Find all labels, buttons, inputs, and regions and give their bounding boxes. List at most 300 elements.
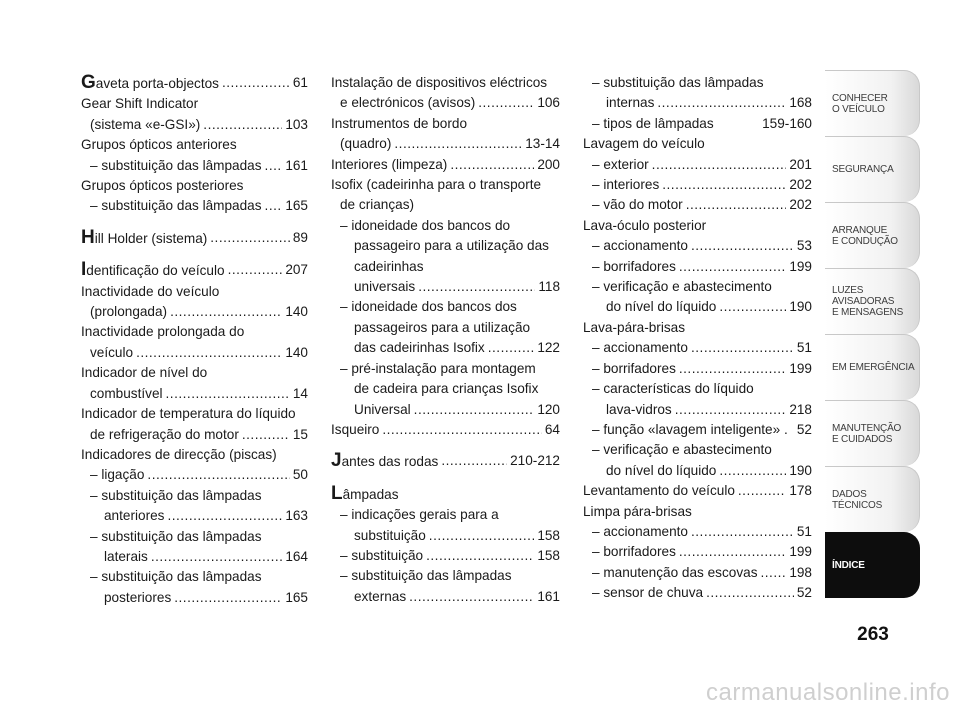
index-term-text: – substituição	[340, 547, 424, 563]
index-term	[340, 216, 510, 236]
index-column-3	[583, 73, 812, 604]
index-term-text: lava-vidros	[606, 401, 672, 417]
index-term	[354, 379, 538, 399]
index-line	[583, 134, 812, 154]
tab-seguranca[interactable]	[825, 136, 920, 202]
index-line	[81, 445, 308, 465]
index-line	[583, 318, 812, 338]
index-entry	[81, 94, 308, 135]
index-term	[583, 134, 705, 154]
page-reference[interactable]: 52	[796, 421, 812, 437]
index-term-text: das cadeirinhas Isofix	[354, 340, 485, 356]
index-term-text: Grupos ópticos anteriores	[81, 137, 237, 153]
index-term	[583, 502, 692, 522]
page-reference[interactable]: 161	[537, 588, 560, 604]
index-term-text: Inactividade do veículo	[81, 283, 220, 299]
index-term-text: substituição	[354, 527, 426, 543]
dot-leader	[409, 587, 534, 607]
index-line	[583, 359, 812, 379]
tab-label: CONHECER O VEÍCULO	[832, 92, 888, 115]
index-entry	[81, 322, 308, 363]
tab-luzes-avisadoras[interactable]	[825, 268, 920, 334]
index-line	[583, 175, 812, 195]
page-reference[interactable]: 61	[292, 75, 308, 90]
index-line	[81, 343, 308, 363]
index-line	[583, 420, 812, 440]
index-term-text: – vão do motor	[592, 197, 683, 213]
page-reference[interactable]: 15	[292, 426, 308, 442]
index-term	[90, 567, 262, 587]
index-line	[331, 277, 560, 297]
index-entry	[331, 484, 560, 607]
index-term	[592, 379, 754, 399]
page-reference[interactable]: 165	[285, 198, 308, 214]
tab-label: SEGURANÇA	[832, 164, 894, 175]
index-term	[90, 196, 262, 216]
page-reference[interactable]: 13-14	[525, 136, 560, 152]
index-term	[583, 481, 735, 501]
index-term	[354, 338, 485, 358]
page-reference[interactable]: 218	[789, 401, 812, 417]
index-term	[354, 526, 426, 546]
index-term	[81, 94, 198, 114]
index-term-text: e electrónicos (avisos)	[340, 95, 476, 111]
index-line	[81, 176, 308, 196]
index-line	[81, 94, 308, 114]
index-term-text: passageiros para a utilização	[354, 319, 531, 335]
dot-leader	[441, 451, 507, 472]
index-term	[81, 404, 296, 424]
page-reference[interactable]: 14	[292, 385, 308, 401]
page-reference[interactable]: 158	[537, 527, 560, 543]
index-entry	[81, 135, 308, 176]
dot-leader	[679, 542, 786, 562]
page-reference[interactable]: 50	[292, 467, 308, 483]
page-reference[interactable]: 178	[789, 483, 812, 499]
index-term	[331, 451, 438, 472]
dot-leader	[706, 583, 794, 603]
index-line	[81, 73, 308, 94]
index-entry	[331, 420, 560, 440]
page-reference[interactable]: 51	[796, 523, 812, 539]
dot-leader	[450, 155, 534, 175]
page-reference[interactable]: 190	[789, 462, 812, 478]
index-term-text: externas	[354, 588, 407, 604]
index-term-text: de crianças)	[340, 197, 415, 213]
page-reference[interactable]: 210-212	[510, 453, 560, 469]
index-line	[331, 195, 560, 215]
index-term	[340, 546, 423, 566]
dot-leader	[382, 420, 542, 440]
index-column-2	[331, 73, 560, 607]
dot-leader	[738, 481, 786, 501]
index-line	[331, 451, 560, 472]
index-term	[90, 115, 200, 135]
index-term-text: âmpadas	[342, 486, 399, 502]
index-term	[90, 384, 163, 404]
index-term-text: – pré-instalação para montagem	[340, 360, 536, 376]
index-line	[81, 322, 308, 342]
index-term-text: internas	[606, 95, 655, 111]
index-line	[331, 216, 560, 236]
index-term-text: – interiores	[592, 177, 660, 193]
index-term	[81, 282, 219, 302]
index-entry	[81, 228, 308, 249]
index-term-text: passageiro para a utilização das	[354, 238, 549, 254]
index-term	[592, 175, 659, 195]
page-reference[interactable]: 106	[537, 95, 560, 111]
index-entry	[81, 404, 308, 445]
index-line	[331, 526, 560, 546]
index-term-text: – substituição das lâmpadas	[90, 569, 262, 585]
dot-leader	[151, 547, 282, 567]
page-reference[interactable]: 199	[789, 360, 812, 376]
index-line	[331, 134, 560, 154]
index-line	[583, 236, 812, 256]
index-term	[592, 420, 788, 440]
index-line	[583, 379, 812, 399]
index-term	[340, 134, 391, 154]
dot-leader	[265, 156, 283, 176]
dot-leader	[719, 297, 786, 317]
dot-leader	[170, 302, 282, 322]
index-term	[331, 155, 447, 175]
index-entry	[81, 445, 308, 608]
dot-leader	[228, 260, 283, 281]
index-term	[592, 236, 688, 256]
index-term-text: Instalação de dispositivos eléctricos	[331, 75, 548, 90]
index-line	[583, 195, 812, 215]
dot-leader	[147, 465, 289, 485]
dot-leader	[719, 461, 786, 481]
page-reference[interactable]: 120	[537, 401, 560, 417]
index-term-text: – verificação e abastecimento	[592, 442, 772, 458]
dot-leader	[691, 522, 794, 542]
dot-leader	[426, 546, 534, 566]
index-entry	[331, 175, 560, 420]
index-line	[81, 196, 308, 216]
index-term	[81, 260, 225, 281]
dot-leader	[662, 175, 786, 195]
index-term-text: – indicações gerais para a	[340, 507, 499, 523]
page-reference[interactable]: 51	[796, 340, 812, 356]
index-term	[354, 318, 530, 338]
index-term-text: de cadeira para crianças Isofix	[354, 381, 539, 397]
index-term	[606, 400, 672, 420]
index-line	[81, 135, 308, 155]
dot-leader	[203, 115, 282, 135]
index-term	[340, 93, 475, 113]
index-term	[331, 420, 379, 440]
page-reference[interactable]: 122	[537, 340, 560, 356]
index-term	[90, 156, 262, 176]
index-line	[583, 73, 812, 93]
index-term	[592, 114, 714, 134]
index-term-text: – características do líquido	[592, 381, 754, 397]
index-term	[592, 359, 676, 379]
tab-label: ARRANQUE E CONDUÇÃO	[832, 224, 898, 247]
index-entry	[81, 363, 308, 404]
index-term	[592, 338, 688, 358]
index-entry	[81, 282, 308, 323]
tab-label: MANUTENÇÃO E CUIDADOS	[832, 422, 902, 445]
index-term	[340, 566, 512, 586]
index-line	[331, 175, 560, 195]
index-line	[583, 440, 812, 460]
index-term-text: veículo	[90, 344, 134, 360]
index-term-text: – substituição das lâmpadas	[90, 487, 262, 503]
index-term-text: Indicador de temperatura do líquido	[81, 406, 296, 422]
index-term	[606, 461, 716, 481]
page-reference[interactable]: 140	[285, 304, 308, 320]
index-term-text: Inactividade prolongada do	[81, 324, 245, 340]
index-term-text: (prolongada)	[90, 304, 168, 320]
index-entry	[583, 216, 812, 318]
index-line	[331, 318, 560, 338]
index-term	[583, 216, 706, 236]
index-line	[583, 338, 812, 358]
page-reference[interactable]: 140	[285, 344, 308, 360]
tab-label: LUZES AVISADORAS E MENSAGENS	[832, 285, 904, 318]
index-line	[81, 302, 308, 322]
index-term	[592, 257, 676, 277]
page-reference[interactable]: 52	[796, 585, 812, 601]
index-term-text: – verificação e abastecimento	[592, 279, 772, 295]
index-term	[592, 195, 683, 215]
dot-leader	[691, 338, 794, 358]
index-term-text: – accionamento	[592, 340, 688, 356]
index-term	[331, 175, 541, 195]
index-term-text: Lava-pára-brisas	[583, 319, 685, 335]
dot-leader	[761, 563, 787, 583]
index-line	[81, 282, 308, 302]
index-term	[104, 506, 164, 526]
index-line	[331, 359, 560, 379]
index-term	[90, 486, 262, 506]
index-term-text: Instrumentos de bordo	[331, 115, 468, 131]
index-term	[331, 114, 467, 134]
index-term	[606, 297, 716, 317]
page-reference[interactable]: 165	[285, 589, 308, 605]
index-term	[592, 277, 772, 297]
index-line	[331, 420, 560, 440]
page-reference[interactable]: 190	[789, 299, 812, 315]
index-line	[331, 114, 560, 134]
index-entry	[331, 155, 560, 175]
index-entry	[583, 73, 812, 134]
index-term-text: Gear Shift Indicator	[81, 96, 199, 112]
index-term	[592, 583, 703, 603]
page-reference[interactable]: 164	[285, 548, 308, 564]
index-term-text: Grupos ópticos posteriores	[81, 178, 244, 194]
dot-leader	[679, 257, 786, 277]
tab-conhecer-o-veiculo[interactable]	[825, 70, 920, 136]
index-line	[331, 379, 560, 399]
page-reference[interactable]: 103	[285, 116, 308, 132]
index-line	[81, 384, 308, 404]
page-reference[interactable]: 200	[537, 156, 560, 172]
index-term-text: – borrifadores	[592, 360, 676, 376]
index-term	[354, 587, 406, 607]
page-reference[interactable]: 202	[789, 177, 812, 193]
index-term	[592, 440, 772, 460]
dot-leader	[222, 73, 290, 94]
index-line	[81, 228, 308, 249]
dot-leader	[418, 277, 535, 297]
index-line	[331, 400, 560, 420]
index-term-text: dentificação do veículo	[86, 263, 225, 279]
index-term-text: – borrifadores	[592, 544, 676, 560]
index-line	[583, 522, 812, 542]
index-term	[354, 400, 411, 420]
index-term	[81, 176, 243, 196]
tab-dados-tecnicos[interactable]	[825, 466, 920, 532]
index-term	[81, 445, 277, 465]
index-line	[583, 216, 812, 236]
index-term-text: Lava-óculo posterior	[583, 217, 707, 233]
index-line	[583, 542, 812, 562]
index-entry	[331, 451, 560, 472]
dot-leader	[166, 384, 290, 404]
index-line	[583, 400, 812, 420]
index-term-text: anteriores	[104, 508, 165, 524]
page-reference[interactable]: 163	[285, 508, 308, 524]
index-term-text: – tipos de lâmpadas	[592, 115, 714, 131]
dot-leader	[429, 526, 535, 546]
page-reference[interactable]: 198	[789, 564, 812, 580]
index-term	[340, 297, 517, 317]
index-term	[583, 318, 685, 338]
index-line	[331, 587, 560, 607]
index-line	[583, 461, 812, 481]
index-line	[331, 257, 560, 277]
index-entry	[583, 134, 812, 216]
index-term-text: – idoneidade dos bancos do	[340, 217, 511, 233]
page-reference[interactable]: 161	[285, 157, 308, 173]
index-entry	[583, 502, 812, 604]
index-term-text: – idoneidade dos bancos dos	[340, 299, 517, 315]
tab-label: DADOS TÉCNICOS	[832, 488, 883, 511]
index-term	[606, 93, 654, 113]
page-reference[interactable]: 199	[789, 544, 812, 560]
page-reference[interactable]: 158	[537, 547, 560, 563]
index-term-text: Isqueiro	[331, 421, 380, 437]
index-term	[340, 505, 499, 525]
index-term	[331, 484, 399, 505]
index-term-text: ill Holder (sistema)	[94, 230, 208, 246]
page-reference[interactable]: 159-160	[762, 115, 812, 131]
dot-leader	[488, 338, 535, 358]
index-line	[331, 297, 560, 317]
page-reference[interactable]: 201	[789, 156, 812, 172]
page-reference[interactable]: 118	[538, 279, 560, 295]
index-line	[331, 505, 560, 525]
index-term-text: – accionamento	[592, 238, 688, 254]
index-entry	[583, 481, 812, 501]
index-term	[90, 425, 239, 445]
dot-leader	[174, 588, 282, 608]
index-term-text: – exterior	[592, 156, 649, 172]
dot-leader	[136, 343, 282, 363]
index-line	[583, 257, 812, 277]
index-term-text: Lavagem do veículo	[583, 136, 705, 152]
index-term	[90, 343, 133, 363]
index-line	[81, 156, 308, 176]
index-term	[592, 522, 688, 542]
tab-label: ÍNDICE	[832, 559, 865, 571]
page-reference[interactable]: 89	[292, 229, 308, 245]
index-line	[583, 93, 812, 113]
index-term-text: (sistema «e-GSI»)	[90, 116, 201, 132]
page-reference[interactable]: 168	[789, 95, 812, 111]
dot-leader	[414, 400, 535, 420]
index-term-text: – substituição das lâmpadas	[90, 157, 262, 173]
index-term	[354, 277, 415, 297]
index-line	[331, 566, 560, 586]
index-line	[81, 115, 308, 135]
index-term-text: posteriores	[104, 589, 172, 605]
index-term-text: aveta porta-objectos	[95, 76, 219, 91]
tab-manutencao-e-cuidados[interactable]	[825, 400, 920, 466]
index-term	[90, 465, 144, 485]
section-initial-letter: G	[81, 72, 96, 93]
index-line	[331, 93, 560, 113]
tab-label: EM EMERGÊNCIA	[832, 362, 915, 373]
index-line	[81, 527, 308, 547]
index-line	[81, 404, 308, 424]
dot-leader	[394, 134, 522, 154]
index-line	[583, 481, 812, 501]
tab-arranque-e-conducao[interactable]	[825, 202, 920, 268]
index-line	[583, 114, 812, 134]
page-reference[interactable]: 199	[789, 258, 812, 274]
page-number: 263	[857, 624, 889, 645]
index-term-text: – ligação	[90, 467, 145, 483]
index-entry	[81, 73, 308, 94]
index-term-text: antes das rodas	[341, 454, 439, 470]
index-term	[592, 542, 676, 562]
page-reference[interactable]: 202	[789, 197, 812, 213]
index-line	[81, 486, 308, 506]
index-term-text: Universal	[354, 401, 411, 417]
index-term	[81, 135, 237, 155]
index-term	[81, 73, 219, 94]
dot-leader	[679, 359, 786, 379]
index-term-text: – accionamento	[592, 523, 688, 539]
index-entry	[331, 73, 560, 114]
dot-leader	[210, 228, 290, 249]
page-reference[interactable]: 207	[285, 262, 308, 278]
index-term-text: – sensor de chuva	[592, 585, 704, 601]
index-term-text: Isofix (cadeirinha para o transporte	[331, 177, 542, 193]
index-term	[90, 302, 167, 322]
page-reference[interactable]: 64	[544, 421, 560, 437]
index-term-text: do nível do líquido	[606, 462, 717, 478]
index-line	[583, 277, 812, 297]
index-line	[331, 155, 560, 175]
page-reference[interactable]: 53	[796, 238, 812, 254]
index-term-text: – substituição das lâmpadas	[90, 198, 262, 214]
index-line	[81, 547, 308, 567]
index-term	[104, 588, 171, 608]
dot-leader	[691, 236, 794, 256]
index-term	[354, 236, 549, 256]
tab-em-emergencia[interactable]	[825, 334, 920, 400]
section-tabs	[825, 70, 920, 598]
dot-leader	[657, 93, 786, 113]
section-initial-letter: I	[81, 259, 87, 281]
tab-indice[interactable]	[825, 532, 920, 598]
